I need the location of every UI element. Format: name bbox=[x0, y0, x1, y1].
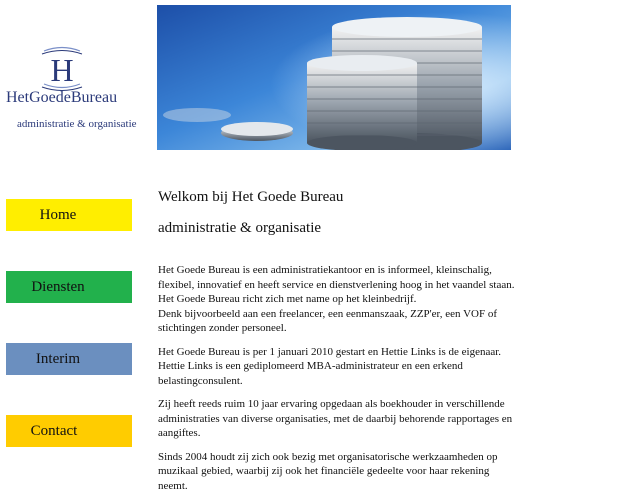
paragraph-text: Zij heeft reeds ruim 10 jaar ervaring opgedaan als boekhouder in verschillende administraties van diverse organisaties, met de daarbij behorende rapportages en aangiftes. bbox=[158, 398, 513, 439]
intro-paragraph bbox=[158, 263, 518, 336]
logo-h-emblem-icon bbox=[40, 44, 84, 92]
nav-diensten-button[interactable] bbox=[6, 271, 132, 303]
nav-diensten-label: Diensten bbox=[31, 278, 85, 295]
nav-home-label: Home bbox=[39, 206, 77, 223]
paragraph-text: Het Goede Bureau is een administratiekantoor en is informeel, kleinschalig, flexibel, innovatief en heeft service en dienstverlening hoog in het vaandel staan. bbox=[158, 264, 515, 291]
owner-paragraph bbox=[158, 345, 518, 389]
main-content bbox=[158, 188, 518, 493]
page-title: Welkom bij Het Goede Bureau bbox=[158, 189, 344, 205]
nav-interim-button[interactable] bbox=[6, 343, 132, 375]
nav-home-button[interactable] bbox=[6, 199, 132, 231]
site-logo[interactable] bbox=[0, 40, 150, 140]
page-subtitle: administratie & organisatie bbox=[158, 220, 322, 236]
paragraph-text: Sinds 2004 houdt zij zich ook bezig met organisatorische werkzaamheden op muzikaal gebied, waarbij zij ook het financiële gedeelte voor haar rekening neemt. bbox=[158, 450, 498, 492]
nav-contact-label: Contact bbox=[30, 422, 78, 439]
nav-contact-button[interactable] bbox=[6, 415, 132, 447]
banner-coins-image bbox=[157, 5, 511, 150]
music-paragraph bbox=[158, 450, 518, 494]
paragraph-text: Denk bijvoorbeeld aan een freelancer, een eenmanszaak, ZZP'er, een VOF of stichtingen zonder personeel. bbox=[158, 307, 497, 334]
nav-interim-label: Interim bbox=[35, 350, 81, 367]
experience-paragraph bbox=[158, 397, 518, 441]
paragraph-text: Het Goede Bureau richt zich met name op het kleinbedrijf. bbox=[158, 293, 417, 305]
svg-text:H: H bbox=[50, 52, 74, 88]
logo-tagline: administratie & organisatie bbox=[17, 118, 137, 130]
logo-name: HetGoedeBureau bbox=[6, 89, 118, 106]
paragraph-text: Het Goede Bureau is per 1 januari 2010 gestart en Hettie Links is de eigenaar. Hettie Links is een gediplomeerd MBA-administrateur en een erkend belastingconsulent. bbox=[158, 345, 502, 387]
